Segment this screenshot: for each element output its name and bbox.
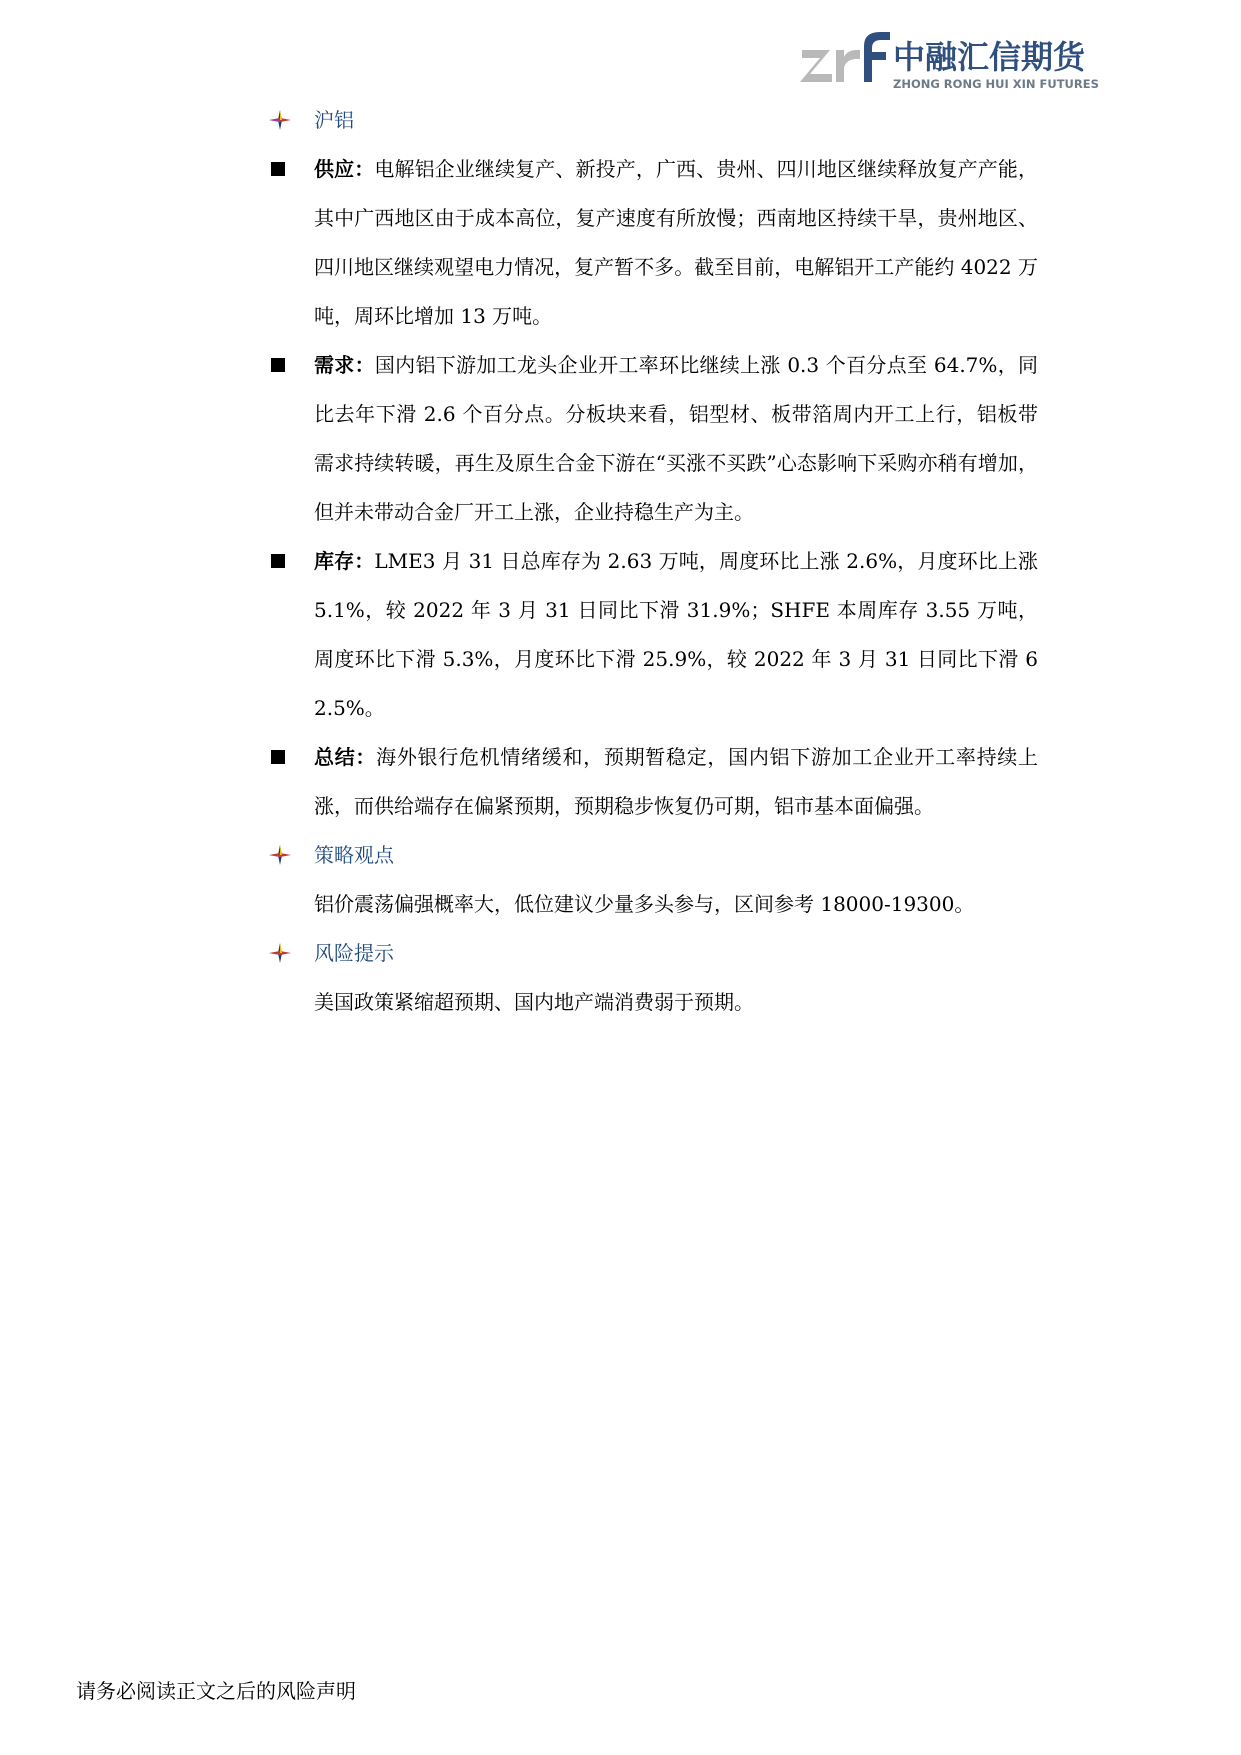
bullet-square-icon bbox=[271, 554, 285, 568]
logo-english-name: ZHONG RONG HUI XIN FUTURES bbox=[893, 77, 1099, 91]
compass-star-icon bbox=[268, 844, 292, 866]
demand-text: 国内铝下游加工龙头企业开工率环比继续上涨 0.3 个百分点至 64.7%，同比去年下滑 2.6 个百分点。分板块来看，铝型材、板带箔周内开工上行，铝板带需求持续转暖，再生及原生合金下游在“买涨不买跌”心态影响下采购亦稍有增加，但并未带动合金厂开工上涨，企业持稳生产为主。 bbox=[314, 353, 1038, 524]
section-heading-strategy bbox=[268, 831, 1038, 880]
compass-star-icon bbox=[268, 942, 292, 964]
summary-paragraph bbox=[314, 733, 1038, 831]
inventory-label: 库存： bbox=[314, 549, 375, 573]
supply-label: 供应： bbox=[314, 157, 375, 181]
company-logo bbox=[800, 30, 1099, 92]
logo-chinese-name: 中融汇信期货 bbox=[893, 38, 1086, 76]
bullet-square-icon bbox=[271, 750, 285, 764]
supply-text: 电解铝企业继续复产、新投产，广西、贵州、四川地区继续释放复产产能，其中广西地区由于成本高位，复产速度有所放慢；西南地区持续干旱，贵州地区、四川地区继续观望电力情况，复产暂不多。截至目前，电解铝开工产能约 4022 万吨，周环比增加 13 万吨。 bbox=[314, 157, 1039, 328]
summary-item bbox=[268, 733, 1038, 831]
supply-paragraph bbox=[314, 145, 1038, 341]
znf-logo-mark bbox=[800, 30, 892, 92]
summary-label: 总结： bbox=[314, 745, 377, 769]
heading-text: 沪铝 bbox=[314, 108, 354, 132]
summary-text: 海外银行危机情绪缓和，预期暂稳定，国内铝下游加工企业开工率持续上涨，而供给端存在偏紧预期，预期稳步恢复仍可期，铝市基本面偏强。 bbox=[314, 745, 1039, 818]
demand-item bbox=[268, 341, 1038, 537]
inventory-item bbox=[268, 537, 1038, 733]
report-body bbox=[268, 96, 1038, 1027]
section-heading-aluminum bbox=[268, 96, 1038, 145]
risk-paragraph: 美国政策紧缩超预期、国内地产端消费弱于预期。 bbox=[314, 990, 754, 1014]
section-heading-risk bbox=[268, 929, 1038, 978]
risk-disclaimer-footer: 请务必阅读正文之后的风险声明 bbox=[76, 1679, 356, 1703]
demand-paragraph bbox=[314, 341, 1038, 537]
heading-text: 风险提示 bbox=[314, 941, 394, 965]
inventory-paragraph bbox=[314, 537, 1038, 733]
heading-text: 策略观点 bbox=[314, 843, 394, 867]
inventory-text: LME3 月 31 日总库存为 2.63 万吨，周度环比上涨 2.6%，月度环比上涨 5.1%，较 2022 年 3 月 31 日同比下滑 31.9%；SHFE 本周库存 3.55 万吨，周度环比下滑 5.3%，月度环比下滑 25.9%，较 2022 年 3 月 31 日同比下滑 62.5%。 bbox=[314, 549, 1038, 720]
strategy-paragraph: 铝价震荡偏强概率大，低位建议少量多头参与，区间参考 18000-19300。 bbox=[314, 892, 975, 916]
bullet-square-icon bbox=[271, 162, 285, 176]
bullet-square-icon bbox=[271, 358, 285, 372]
supply-item bbox=[268, 145, 1038, 341]
compass-star-icon bbox=[268, 109, 292, 131]
demand-label: 需求： bbox=[314, 353, 375, 377]
